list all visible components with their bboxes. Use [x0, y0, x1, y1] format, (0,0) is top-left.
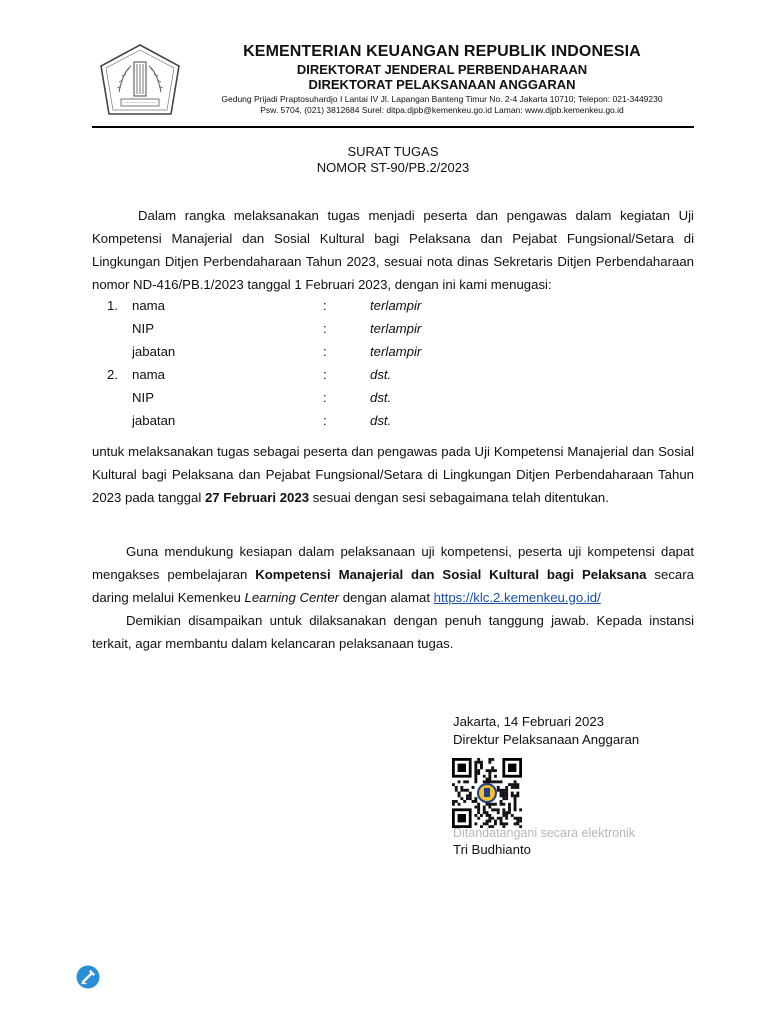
directorate-name: DIREKTORAT PELAKSANAAN ANGGARAN: [308, 77, 576, 92]
letter-type: SURAT TUGAS: [347, 144, 439, 159]
directorate-general-name: DIREKTORAT JENDERAL PERBENDAHARAAN: [296, 62, 588, 77]
assignee-row: [92, 294, 694, 317]
qr-code-icon: [452, 758, 522, 828]
e-sign-stamp-icon: [76, 965, 100, 989]
field-colon: :: [323, 298, 327, 313]
task-text-pre: untuk melaksanakan tugas sebagai peserta dan pengawas pada Uji Kompetensi Manajerial dan Sosial Kultural bagi Pelaksana dan Pejabat Fungsional/Setara di Lingkungan Ditjen Perbendaharaan Tahun 2023 pada tanggal: [92, 444, 694, 505]
field-value: dst.: [370, 390, 392, 405]
ministry-name: KEMENTERIAN KEUANGAN REPUBLIK INDONESIA: [243, 43, 641, 60]
assignee-number: 1.: [107, 298, 118, 313]
letterhead-divider: [92, 126, 694, 128]
support-text-pre: Guna mendukung kesiapan dalam pelaksanaan uji kompetensi, peserta uji kompetensi dapat mengakses pembelajaran: [92, 544, 694, 582]
field-label: nama: [132, 367, 165, 382]
assignee-row: [92, 317, 694, 340]
address-line-1: Gedung Prijadi Praptosuhardjo I Lantai IV Jl. Lapangan Banteng Timur No. 2-4 Jakarta 10710; Telepon: 021-3449230: [221, 94, 663, 104]
field-value: terlampir: [370, 298, 422, 313]
field-value: dst.: [370, 413, 392, 428]
address-line-2: Psw. 5704, (021) 3812684 Surel: ditpa.djpb@kemenkeu.go.id Laman: www.djpb.kemenkeu.go.id: [260, 105, 624, 115]
signature-block: [453, 713, 639, 749]
place-date: Jakarta, 14 Februari 2023: [453, 714, 605, 729]
task-text-post: sesuai dengan sesi sebagaimana telah ditentukan.: [309, 490, 609, 505]
support-text-mid: secara daring melalui Kemenkeu: [92, 567, 694, 605]
task-paragraph: [92, 440, 694, 509]
kemenkeu-emblem-icon: [97, 42, 183, 118]
signer-position: Direktur Pelaksanaan Anggaran: [453, 732, 640, 747]
assignee-row: [92, 340, 694, 363]
course-name: Kompetensi Manajerial dan Sosial Kultural bagi Pelaksana: [255, 567, 647, 582]
assignee-row: [92, 386, 694, 409]
letter-number: NOMOR ST-90/PB.2/2023: [316, 160, 470, 175]
learning-center-link[interactable]: https://klc.2.kemenkeu.go.id/: [433, 590, 601, 605]
assignee-list: [92, 294, 694, 432]
signer-name: Tri Budhianto: [453, 842, 531, 857]
support-paragraph: [92, 540, 694, 609]
field-value: terlampir: [370, 321, 422, 336]
e-sign-note: Ditandatangani secara elektronik: [453, 826, 636, 840]
assignee-row: [92, 363, 694, 386]
field-colon: :: [323, 321, 327, 336]
field-value: dst.: [370, 367, 392, 382]
closing-paragraph: Demikian disampaikan untuk dilaksanakan dengan penuh tanggung jawab. Kepada instansi terkait, agar membantu dalam kelancaran pelaksanaan tugas.: [92, 613, 694, 651]
field-colon: :: [323, 344, 327, 359]
field-value: terlampir: [370, 344, 422, 359]
field-label: jabatan: [132, 344, 176, 359]
assignee-number: 2.: [107, 367, 118, 382]
field-label: jabatan: [132, 413, 176, 428]
platform-name: Learning Center: [244, 590, 340, 605]
support-text-mid2: dengan alamat: [339, 590, 434, 605]
field-colon: :: [323, 390, 327, 405]
opening-paragraph: Dalam rangka melaksanakan tugas menjadi peserta dan pengawas dalam kegiatan Uji Kompetensi Manajerial dan Sosial Kultural bagi Pelaksana dan Pejabat Fungsional/Setara di Lingkungan Ditjen Perbendaharaan Tahun 2023, sesuai nota dinas Sekretaris Ditjen Perbendaharaan nomor ND-416/PB.1/2023 tanggal 1 Februari 2023, dengan ini kami menugasi:: [92, 208, 694, 292]
field-colon: :: [323, 367, 327, 382]
letterhead: [190, 42, 694, 116]
field-label: nama: [132, 298, 165, 313]
field-colon: :: [323, 413, 327, 428]
assignee-row: [92, 409, 694, 432]
task-date: 27 Februari 2023: [204, 490, 310, 505]
field-label: NIP: [132, 390, 154, 405]
field-label: NIP: [132, 321, 154, 336]
